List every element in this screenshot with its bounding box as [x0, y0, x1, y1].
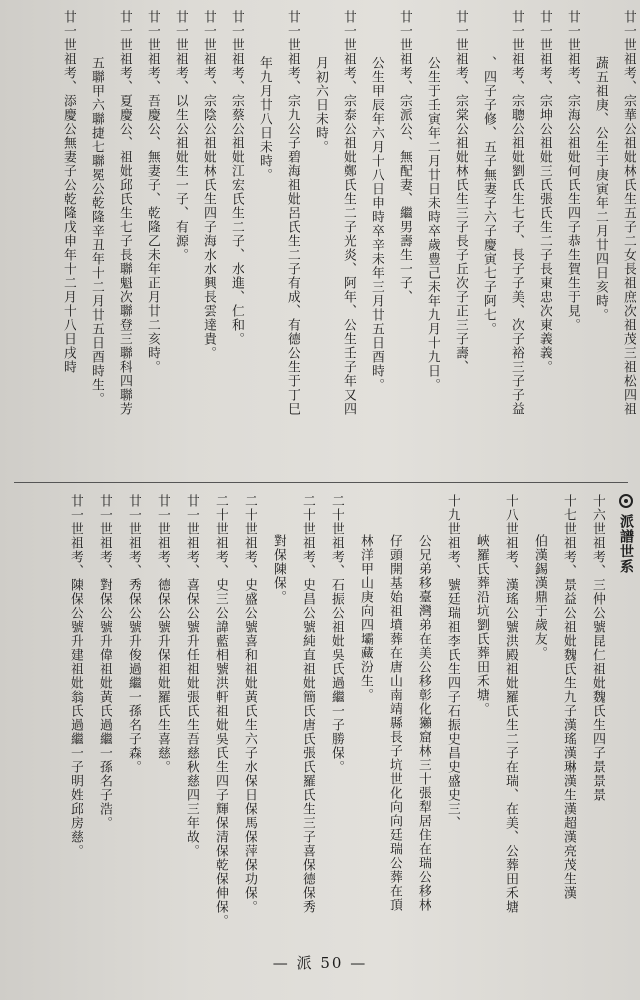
text-column: 二十世祖考、史昌公號純直祖妣簡氏唐氏張氏羅氏生三子喜保德保秀 — [300, 494, 315, 914]
text-column: 廿一世祖考、宗泰公祖妣鄭氏生二子光炎、阿年、公生壬子年又四 — [341, 10, 356, 416]
lower-section — [0, 494, 640, 934]
text-column: 廿一世祖考、宗九公子碧海祖妣呂氏生二子有成、有德公生于丁巳 — [285, 10, 300, 416]
upper-section — [0, 10, 640, 475]
text-column: 伯漢錫漢鼎于歲友。 — [532, 534, 547, 660]
text-column: 廿一世祖考、對保公號升偉祖妣黃氏過繼一孫名子浩。 — [97, 494, 112, 830]
text-column: 蔬五祖庚、公生于庚寅年二月廿四日亥時。 — [593, 56, 608, 322]
text-column: 公生甲辰年六月十八日申時卒辛未年三月廿五日酉時。 — [369, 56, 384, 392]
text-column: 、四子子修、五子無妻子六子慶寅七子阿七。 — [481, 56, 496, 336]
text-column: 年九月廿八日未時。 — [257, 56, 272, 182]
text-column: 廿一世祖考、宗聰公祖妣劉氏生七子、長子子美、次子裕三子子益 — [509, 10, 524, 416]
text-column: 二十世祖考、石振公祖妣吳氏過繼一子勝保。 — [329, 494, 344, 774]
text-column: 廿一世祖考、喜保公號升任祖妣張氏生吾慈秋慈四三年故。 — [184, 494, 199, 858]
text-column: 仔頭開基始祖墳葬在唐山南靖縣長子坑世化向向廷瑞公葬在頂 — [387, 534, 402, 912]
text-column: 十六世祖考、三仲公號昆仁祖妣魏氏生四子景景景 — [590, 494, 605, 802]
text-column: 廿一世祖考、添慶公無妻子公乾隆戊申年十二月十八日戌時 — [61, 10, 76, 374]
text-column: 十八世祖考、漢瑤公號洪殿祖妣羅氏生二子在瑞、在美、公葬田禾塘 — [503, 494, 518, 914]
text-column: 廿一世祖考、宗海公祖妣何氏生四子恭生賀生于見。 — [565, 10, 580, 332]
text-column: 廿一世祖考、宗棠公祖妣林氏生三子長子丘次子正三子壽、 — [453, 10, 468, 374]
text-column: 月初六日未時。 — [313, 56, 328, 154]
text-column: 廿一世祖考、秀保公號升俊過繼一孫名子森。 — [126, 494, 141, 774]
text-column: 林洋甲山庚向四壩藏汾生。 — [358, 534, 373, 702]
text-column: 對保陳保。 — [271, 534, 286, 604]
text-column: 公生于壬寅年二月廿日未時卒歲豊己未年九月十九日。 — [425, 56, 440, 392]
text-column: 廿一世祖考、宗陰公祖妣林氏生四子海水水興長雲達貴。 — [201, 10, 216, 360]
text-column: 五聯甲六聯捷七聯冕公乾隆辛丑年十二月廿五日酉時生。 — [89, 56, 104, 406]
section-title — [618, 494, 634, 934]
text-column: 廿一世祖考、宗華公祖妣林氏生五子二女長祖庶次祖茂三祖松四祖 — [621, 10, 636, 416]
text-column: 二十世祖考、史三公諱藍相號洪軒祖妣吳氏生四子輝保清保乾保伸保。 — [213, 494, 228, 928]
text-column: 廿一世祖考、宗坤公祖妣三氏張氏生二子長東忠次東義義。 — [537, 10, 552, 374]
text-column: 廿一世祖考、以生公祖妣生一子、有源。 — [173, 10, 188, 262]
text-column: 二十世祖考、史盛公號喜和祖妣黃氏生六子水保日保馬保萍保功保。 — [242, 494, 257, 914]
text-column: 峽羅氏葬沿坑劉氏葬田禾塘。 — [474, 534, 489, 716]
page-number: — 派 50 — — [272, 954, 368, 972]
circle-bullet-icon — [619, 494, 633, 508]
section-divider — [14, 482, 628, 483]
text-column: 廿一世祖考、吾慶公、無妻子、乾隆乙未年正月廿二亥時。 — [145, 10, 160, 374]
text-column: 廿一世祖考、夏慶公、祖妣邱氏生七子長聯魁次聯登三聯科四聯芳 — [117, 10, 132, 416]
text-column: 十七世祖考、景益公祖妣魏氏生九子漢瑤漢琳漢生漢超漢亮茂生漢 — [561, 494, 576, 900]
text-column: 公兄弟移臺灣弟在美公移彰化獺窟林三十張犁居住在瑞公移林 — [416, 534, 431, 912]
text-column: 廿一世祖考、宗派公、無配妻、繼男壽生一子、 — [397, 10, 412, 304]
section-title-text: 派譜世系 — [618, 514, 634, 574]
text-column: 廿一世祖考、宗蔡公祖妣江宏氏生二子、水進、仁和。 — [229, 10, 244, 346]
text-column: 廿一世祖考、陳保公號升建祖妣翁氏過繼一子明姓邱房慈。 — [68, 494, 83, 858]
text-column: 廿一世祖考、德保公號升保祖妣羅氏生喜慈。 — [155, 494, 170, 774]
text-column: 十九世祖考、號廷瑞祖李氏生四子石振史昌史盛史三、 — [445, 494, 460, 830]
